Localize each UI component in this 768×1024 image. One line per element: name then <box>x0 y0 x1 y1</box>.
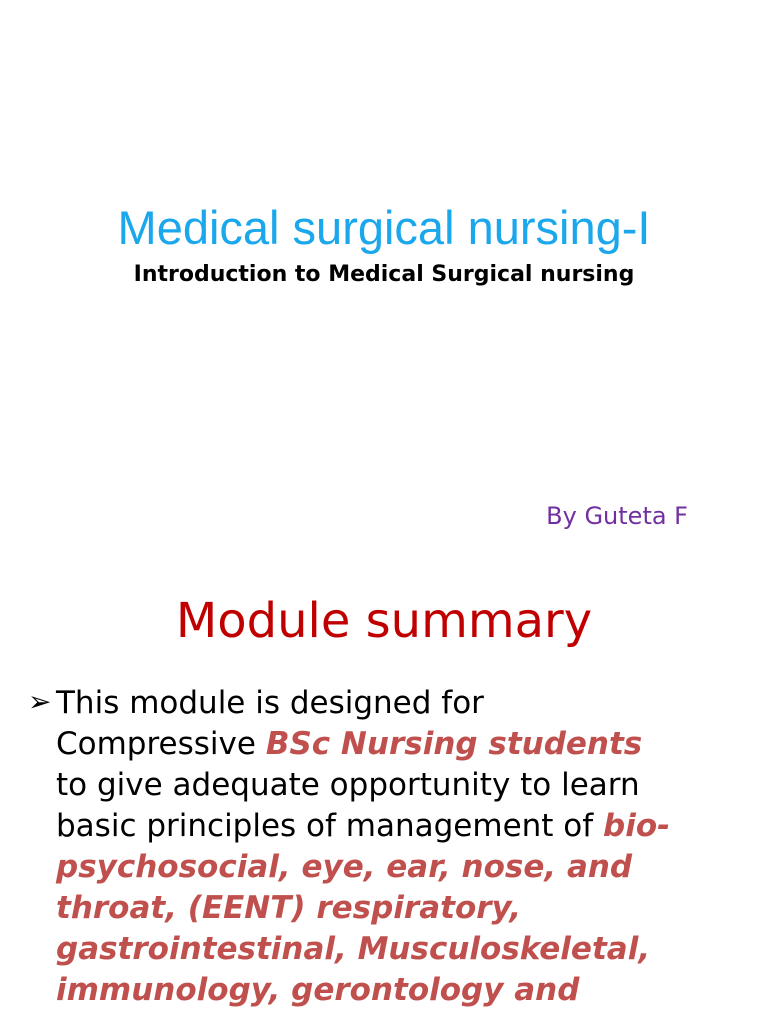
module-summary-slide <box>0 575 768 1024</box>
author-credit: By Guteta F <box>546 502 688 530</box>
paragraph-line: Compressive BSc Nursing students <box>56 726 643 762</box>
paragraph-line: basic principles of management of bio- <box>56 808 671 844</box>
paragraph-line: This module is designed for <box>56 685 484 721</box>
paragraph-line: to give adequate opportunity to learn <box>56 767 640 803</box>
paragraph-line: gastrointestinal, Musculoskeletal, <box>56 931 651 967</box>
paragraph-line: immunology, gerontology and <box>56 972 580 1008</box>
slide-title: Medical surgical nursing-I <box>117 201 651 254</box>
summary-paragraph <box>56 683 746 1011</box>
paragraph-line: psychosocial, eye, ear, nose, and <box>56 849 633 885</box>
module-summary-heading: Module summary <box>175 593 593 649</box>
paragraph-line: throat, (EENT) respiratory, <box>56 890 522 926</box>
arrow-bullet-icon: ➢ <box>28 685 52 718</box>
slide-subtitle: Introduction to Medical Surgical nursing <box>133 262 635 287</box>
